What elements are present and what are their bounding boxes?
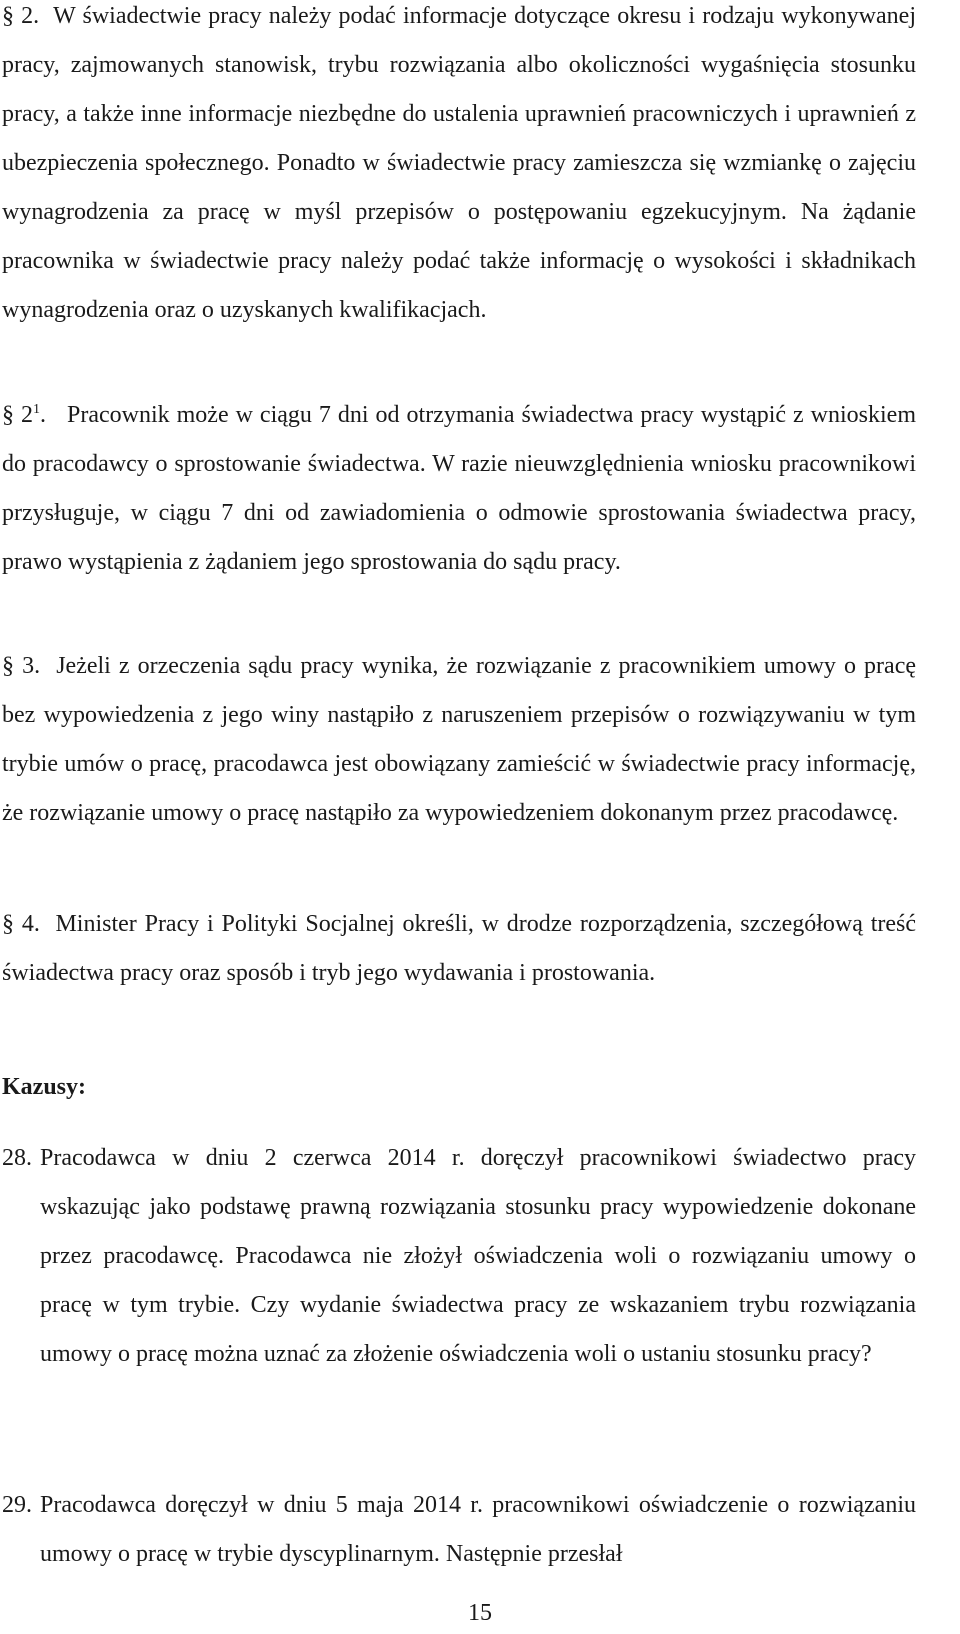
case-text: Pracodawca doręczył w dniu 5 maja 2014 r. pracownikowi oświadczenie o rozwiązaniu umowy o pracę w trybie dyscyplinarnym. Następnie przesłał — [40, 1492, 916, 1567]
section-marker: § 2 — [2, 402, 33, 428]
section-marker: § 4. — [2, 911, 56, 937]
page-number: 15 — [468, 1600, 492, 1626]
case-number: 28. — [2, 1145, 32, 1171]
paragraph-text: Minister Pracy i Polityki Socjalnej określi, w drodze rozporządzenia, szczegółową treść świadectwa pracy oraz sposób i tryb jego wydawania i prostowania. — [2, 911, 917, 986]
cases-heading: Kazusy: — [2, 1074, 86, 1100]
paragraph-section-4 — [2, 900, 916, 998]
paragraph-section-2-1 — [2, 391, 916, 587]
section-marker: § 2. — [2, 3, 54, 29]
paragraph-text: W świadectwie pracy należy podać informacje dotyczące okresu i rodzaju wykonywanej pracy, zajmowanych stanowisk, trybu rozwiązania albo okoliczności wygaśnięcia stosunku pracy, a także inne informacje niezbędne do ustalenia uprawnień pracowniczych i uprawnień z ubezpieczenia społecznego. Ponadto w świadectwie pracy zamieszcza się wzmiankę o zajęciu wynagrodzenia za pracę w myśl przepisów o postępowaniu egzekucyjnym. Na żądanie pracownika w świadectwie pracy należy podać także informację o wysokości i składnikach wynagrodzenia oraz o uzyskanych kwalifikacjach. — [2, 3, 916, 323]
paragraph-section-2 — [2, 0, 916, 335]
paragraph-section-3 — [2, 642, 916, 838]
paragraph-text: Pracownik może w ciągu 7 dni od otrzymania świadectwa pracy wystąpić z wnioskiem do pracodawcy o sprostowanie świadectwa. W razie nieuwzględnienia wniosku pracownikowi przysługuje, w ciągu 7 dni od zawiadomienia o odmowie sprostowania świadectwa pracy, prawo wystąpienia z żądaniem jego sprostowania do sądu pracy. — [2, 402, 916, 575]
paragraph-text: Jeżeli z orzeczenia sądu pracy wynika, że rozwiązanie z pracownikiem umowy o pracę bez wypowiedzenia z jego winy nastąpiło z naruszeniem przepisów o rozwiązywaniu w tym trybie umów o pracę, pracodawca jest obowiązany zamieścić w świadectwie pracy informację, że rozwiązanie umowy o pracę nastąpiło za wypowiedzeniem dokonanym przez pracodawcę. — [2, 653, 916, 826]
case-text: Pracodawca w dniu 2 czerwca 2014 r. doręczył pracownikowi świadectwo pracy wskazując jako podstawę prawną rozwiązania stosunku pracy wypowiedzenie dokonane przez pracodawcę. Pracodawca nie złożył oświadczenia woli o rozwiązaniu umowy o pracę w tym trybie. Czy wydanie świadectwa pracy ze wskazaniem trybu rozwiązania umowy o pracę można uznać za złożenie oświadczenia woli o ustaniu stosunku pracy? — [40, 1145, 916, 1367]
case-number: 29. — [2, 1492, 32, 1518]
section-marker: § 3. — [2, 653, 57, 679]
case-29 — [2, 1481, 916, 1579]
section-superscript: 1 — [33, 402, 40, 417]
case-28 — [2, 1134, 916, 1379]
section-marker-suffix: . — [40, 402, 67, 428]
